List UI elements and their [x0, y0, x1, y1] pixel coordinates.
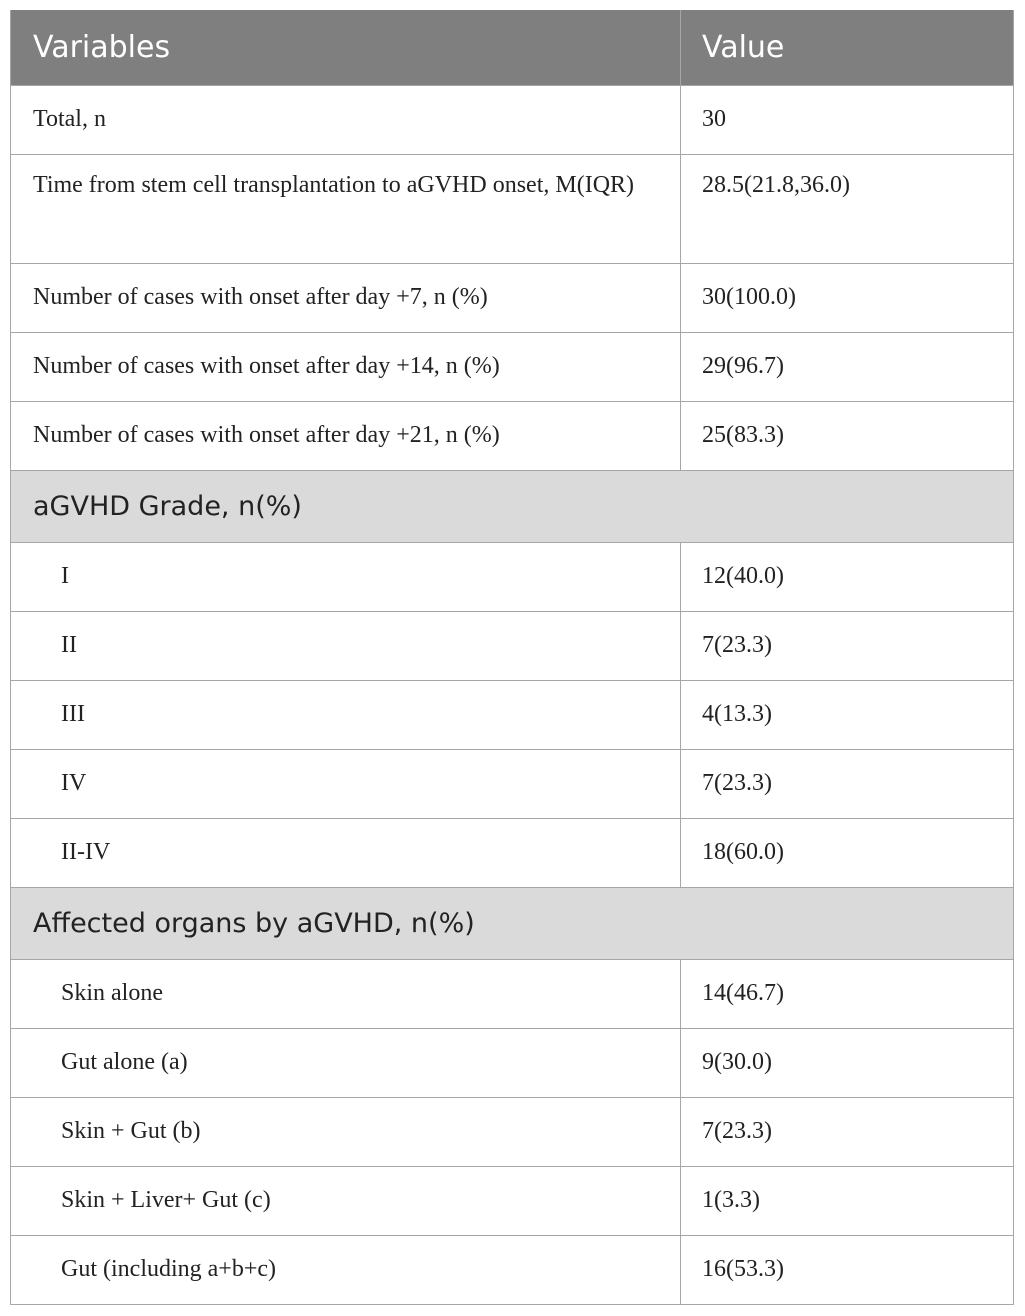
row-value: 7(23.3)	[681, 1098, 1014, 1167]
row-label: Number of cases with onset after day +21, n (%)	[11, 402, 681, 471]
row-label: Gut (including a+b+c)	[11, 1236, 681, 1305]
table-row	[11, 960, 1014, 1029]
row-value: 29(96.7)	[681, 333, 1014, 402]
row-label: Number of cases with onset after day +7, n (%)	[11, 264, 681, 333]
row-value: 9(30.0)	[681, 1029, 1014, 1098]
row-value: 28.5(21.8,36.0)	[681, 155, 1014, 264]
row-label: Number of cases with onset after day +14, n (%)	[11, 333, 681, 402]
table-row	[11, 333, 1014, 402]
table-row	[11, 681, 1014, 750]
row-label: Skin + Gut (b)	[11, 1098, 681, 1167]
table-row	[11, 750, 1014, 819]
row-label: II-IV	[11, 819, 681, 888]
table-row	[11, 819, 1014, 888]
row-value: 4(13.3)	[681, 681, 1014, 750]
section-header-grade	[11, 471, 1014, 543]
row-label: Skin alone	[11, 960, 681, 1029]
table-row	[11, 1029, 1014, 1098]
table-row	[11, 543, 1014, 612]
section-title: Affected organs by aGVHD, n(%)	[11, 888, 1014, 960]
table-row	[11, 264, 1014, 333]
row-label: Time from stem cell transplantation to aGVHD onset, M(IQR)	[11, 155, 681, 264]
table-row	[11, 402, 1014, 471]
section-title: aGVHD Grade, n(%)	[11, 471, 1014, 543]
row-label: Total, n	[11, 86, 681, 155]
row-label: II	[11, 612, 681, 681]
row-value: 30	[681, 86, 1014, 155]
table-row	[11, 1167, 1014, 1236]
table-row	[11, 86, 1014, 155]
row-value: 25(83.3)	[681, 402, 1014, 471]
row-label: IV	[11, 750, 681, 819]
row-value: 12(40.0)	[681, 543, 1014, 612]
row-value: 18(60.0)	[681, 819, 1014, 888]
row-label: I	[11, 543, 681, 612]
data-table-container	[10, 10, 1013, 1305]
section-header-organs	[11, 888, 1014, 960]
row-value: 7(23.3)	[681, 750, 1014, 819]
row-label: Gut alone (a)	[11, 1029, 681, 1098]
header-value: Value	[681, 10, 1014, 86]
header-row	[11, 10, 1014, 86]
header-variables: Variables	[11, 10, 681, 86]
row-value: 1(3.3)	[681, 1167, 1014, 1236]
table-row	[11, 1236, 1014, 1305]
table-row	[11, 155, 1014, 264]
table-row	[11, 612, 1014, 681]
table-row	[11, 1098, 1014, 1167]
row-value: 16(53.3)	[681, 1236, 1014, 1305]
row-value: 7(23.3)	[681, 612, 1014, 681]
row-label: III	[11, 681, 681, 750]
row-value: 30(100.0)	[681, 264, 1014, 333]
agvhd-characteristics-table	[10, 10, 1014, 1305]
row-label: Skin + Liver+ Gut (c)	[11, 1167, 681, 1236]
row-value: 14(46.7)	[681, 960, 1014, 1029]
